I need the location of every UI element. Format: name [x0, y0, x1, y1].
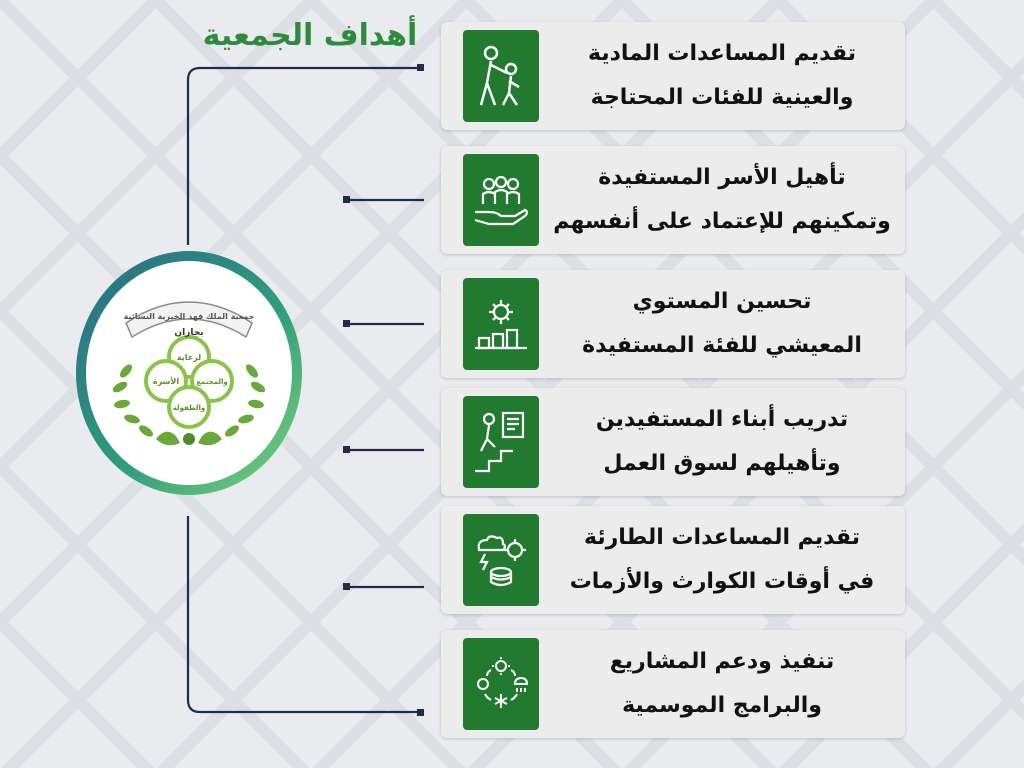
goal-line-1: تقديم المساعدات الطارئة [584, 525, 860, 550]
logo-circle-text: والمجتمع [196, 378, 228, 386]
goal-line-2: والعينية للفئات المحتاجة [590, 85, 854, 110]
goal-line-2: المعيشي للفئة المستفيدة [582, 333, 862, 358]
logo-circle-text: الأسرة [152, 377, 180, 386]
hand-holding-people-icon [463, 154, 539, 246]
logo-emblem [86, 261, 292, 485]
goal-card [441, 146, 905, 254]
helping-person-icon [463, 30, 539, 122]
seasons-cycle-icon [463, 638, 539, 730]
logo-circle-text: لرعاية [176, 353, 202, 362]
page-title: أهداف الجمعية [202, 18, 418, 53]
goal-line-2: وتأهيلهم لسوق العمل [603, 451, 841, 476]
goal-card [441, 630, 905, 738]
logo-city: بجازان [174, 328, 204, 338]
logo-circle-text: والطفولة [172, 404, 206, 412]
goal-line-1: تدريب أبناء المستفيدين [595, 407, 849, 432]
goal-card [441, 388, 905, 496]
goal-line-1: تنفيذ ودعم المشاريع [609, 649, 835, 674]
stairs-document-icon [463, 396, 539, 488]
goal-line-2: والبرامج الموسمية [622, 693, 822, 718]
goal-line-2: وتمكينهم للإعتماد على أنفسهم [553, 209, 891, 234]
goal-card [441, 22, 905, 130]
goal-line-1: تحسين المستوي [632, 289, 812, 314]
goal-line-1: تأهيل الأسر المستفيدة [598, 165, 846, 190]
disaster-relief-icon [463, 514, 539, 606]
goal-card [441, 506, 905, 614]
goal-line-2: في أوقات الكوارث والأزمات [569, 569, 875, 594]
logo [86, 261, 292, 485]
gear-growth-chart-icon [463, 278, 539, 370]
goal-line-1: تقديم المساعدات المادية [588, 41, 856, 66]
logo-org-name: جمعية الملك فهد الخيرية النسائية [123, 312, 255, 321]
goal-card [441, 270, 905, 378]
